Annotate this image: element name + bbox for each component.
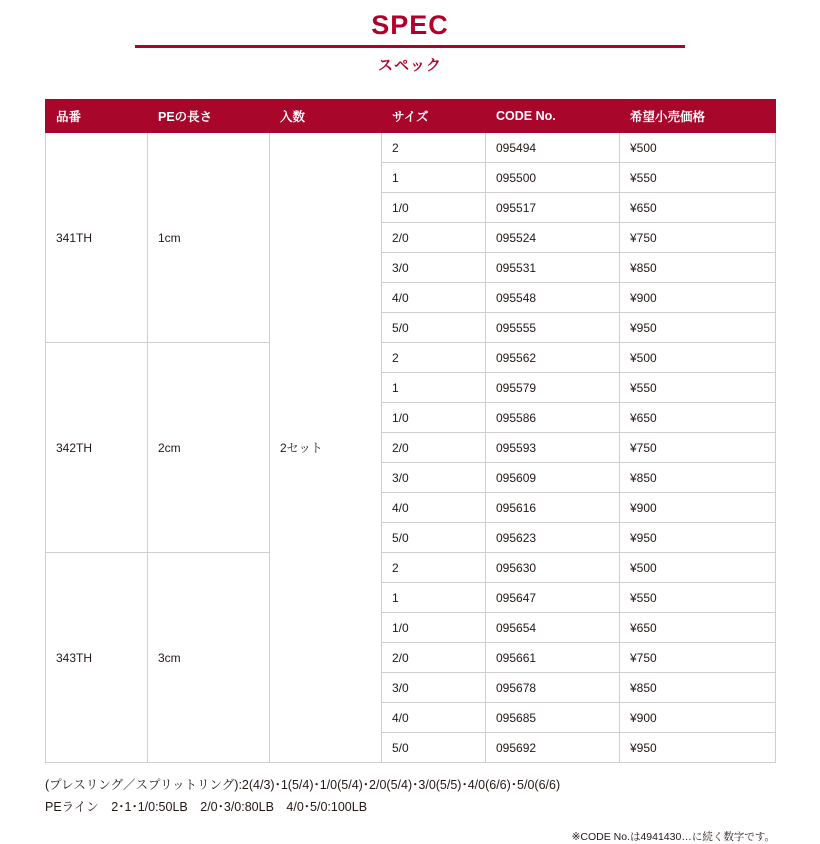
code-no-note: ※CODE No.は4941430…に続く数字です。 — [571, 830, 775, 843]
cell-code: 095500 — [486, 163, 620, 193]
cell-size: 4/0 — [382, 703, 486, 733]
footnote-pe-line: PEライン 2･1･1/0:50LB 2/0･3/0:80LB 4/0･5/0:100LB — [45, 799, 368, 814]
cell-price: ¥650 — [620, 613, 776, 643]
cell-size: 4/0 — [382, 283, 486, 313]
cell-size: 5/0 — [382, 313, 486, 343]
cell-pe-length: 2cm — [148, 343, 270, 553]
cell-code: 095647 — [486, 583, 620, 613]
page-title: SPEC — [371, 10, 449, 40]
cell-code: 095661 — [486, 643, 620, 673]
cell-price: ¥550 — [620, 373, 776, 403]
table-row — [46, 133, 776, 163]
footnotes — [45, 775, 775, 819]
column-header-pe-length: PEの長さ — [148, 100, 270, 133]
cell-price: ¥750 — [620, 433, 776, 463]
cell-size: 1 — [382, 163, 486, 193]
cell-size: 2 — [382, 133, 486, 163]
cell-code: 095494 — [486, 133, 620, 163]
cell-size: 2/0 — [382, 433, 486, 463]
table-row — [46, 553, 776, 583]
cell-size: 1/0 — [382, 613, 486, 643]
cell-model: 342TH — [46, 343, 148, 553]
spec-table — [45, 99, 776, 763]
cell-code: 095579 — [486, 373, 620, 403]
cell-size: 2 — [382, 343, 486, 373]
cell-model: 341TH — [46, 133, 148, 343]
cell-price: ¥950 — [620, 313, 776, 343]
cell-code: 095524 — [486, 223, 620, 253]
cell-size: 5/0 — [382, 523, 486, 553]
cell-price: ¥950 — [620, 733, 776, 763]
column-header-model: 品番 — [46, 100, 148, 133]
cell-price: ¥850 — [620, 673, 776, 703]
cell-size: 1 — [382, 373, 486, 403]
column-header-code-no: CODE No. — [486, 100, 620, 133]
cell-size: 4/0 — [382, 493, 486, 523]
cell-price: ¥750 — [620, 643, 776, 673]
cell-code: 095616 — [486, 493, 620, 523]
cell-price: ¥950 — [620, 523, 776, 553]
cell-code: 095630 — [486, 553, 620, 583]
cell-pe-length: 1cm — [148, 133, 270, 343]
cell-code: 095548 — [486, 283, 620, 313]
cell-price: ¥900 — [620, 283, 776, 313]
cell-size: 5/0 — [382, 733, 486, 763]
cell-price: ¥500 — [620, 343, 776, 373]
cell-price: ¥850 — [620, 463, 776, 493]
cell-size: 1/0 — [382, 403, 486, 433]
cell-code: 095685 — [486, 703, 620, 733]
table-header-row — [46, 100, 776, 133]
cell-quantity: 2セット — [270, 133, 382, 763]
cell-size: 2 — [382, 553, 486, 583]
cell-code: 095555 — [486, 313, 620, 343]
cell-price: ¥500 — [620, 133, 776, 163]
cell-price: ¥550 — [620, 583, 776, 613]
table-header — [46, 100, 776, 133]
cell-code: 095531 — [486, 253, 620, 283]
cell-price: ¥750 — [620, 223, 776, 253]
cell-code: 095678 — [486, 673, 620, 703]
cell-price: ¥650 — [620, 193, 776, 223]
title-divider — [135, 45, 685, 48]
column-header-size: サイズ — [382, 100, 486, 133]
cell-code: 095609 — [486, 463, 620, 493]
cell-price: ¥550 — [620, 163, 776, 193]
table-row — [46, 343, 776, 373]
cell-size: 3/0 — [382, 673, 486, 703]
cell-code: 095562 — [486, 343, 620, 373]
cell-model: 343TH — [46, 553, 148, 763]
cell-price: ¥900 — [620, 493, 776, 523]
cell-size: 1 — [382, 583, 486, 613]
cell-code: 095517 — [486, 193, 620, 223]
cell-code: 095586 — [486, 403, 620, 433]
cell-size: 3/0 — [382, 253, 486, 283]
cell-size: 1/0 — [382, 193, 486, 223]
cell-price: ¥650 — [620, 403, 776, 433]
cell-price: ¥900 — [620, 703, 776, 733]
cell-size: 2/0 — [382, 643, 486, 673]
column-header-price: 希望小売価格 — [620, 100, 776, 133]
cell-size: 3/0 — [382, 463, 486, 493]
cell-price: ¥850 — [620, 253, 776, 283]
footnote-ring-spec: (プレスリング／スプリットリング):2(4/3)･1(5/4)･1/0(5/4)･2/0(5/4)･3/0(5/5)･4/0(6/6)･5/0(6/6) — [45, 778, 561, 792]
cell-code: 095593 — [486, 433, 620, 463]
table-body — [46, 133, 776, 763]
column-header-quantity: 入数 — [270, 100, 382, 133]
cell-code: 095623 — [486, 523, 620, 553]
spec-table-wrapper — [45, 99, 775, 763]
cell-size: 2/0 — [382, 223, 486, 253]
page-subtitle: スペック — [377, 57, 442, 74]
cell-pe-length: 3cm — [148, 553, 270, 763]
cell-price: ¥500 — [620, 553, 776, 583]
cell-code: 095654 — [486, 613, 620, 643]
page-header — [0, 0, 820, 75]
cell-code: 095692 — [486, 733, 620, 763]
